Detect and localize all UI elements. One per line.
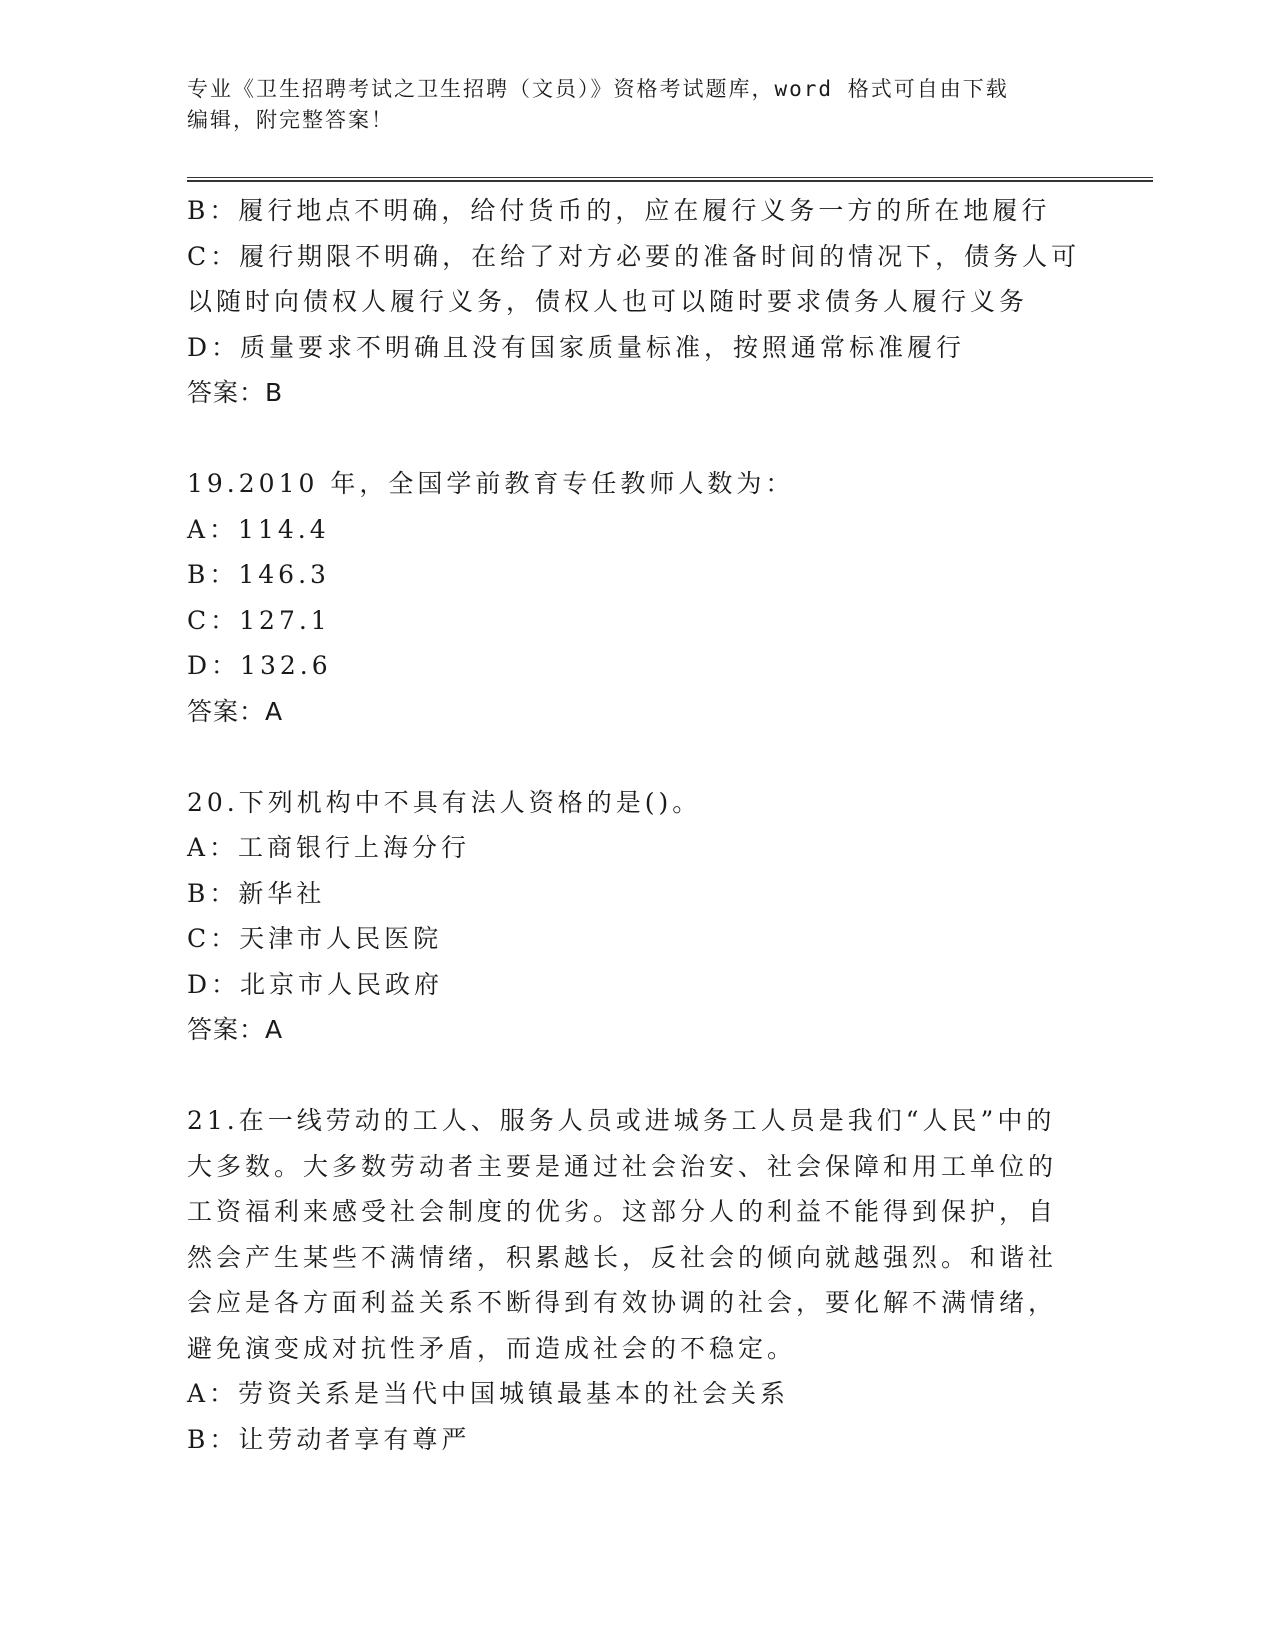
q21-question-line: 然会产生某些不满情绪，积累越长，反社会的倾向就越强烈。和谐社	[187, 1242, 1058, 1272]
q19-option-a: A：114.4	[187, 514, 330, 544]
q20-question: 20.下列机构中不具有法人资格的是()。	[187, 787, 702, 817]
spacer	[187, 416, 1087, 462]
q21-question-line: 工资福利来感受社会制度的优劣。这部分人的利益不能得到保护，自	[187, 1197, 1058, 1226]
q21-question-line: 会应是各方面利益关系不断得到有效协调的社会，要化解不满情绪，	[187, 1288, 1058, 1317]
spacer	[187, 734, 1087, 780]
q18-option-c-line2: 以随时向债权人履行义务，债权人也可以随时要求债务人履行义务	[187, 287, 1029, 316]
q19-option-d: D：132.6	[187, 651, 332, 680]
q18-option-c-line1: C：履行期限不明确，在给了对方必要的准备时间的情况下，债务人可	[187, 241, 1081, 271]
spacer	[187, 1053, 1087, 1099]
q21-option-a: A：劳资关系是当代中国城镇最基本的社会关系	[187, 1379, 790, 1408]
question-content	[187, 188, 1087, 1462]
q21-question-line: 大多数。大多数劳动者主要是通过社会治安、社会保障和用工单位的	[187, 1151, 1058, 1181]
q20-option-a: A：工商银行上海分行	[187, 833, 471, 862]
q21-question-line: 21.在一线劳动的工人、服务人员或进城务工人员是我们“人民”中的	[187, 1106, 1056, 1135]
header-divider	[187, 177, 1153, 182]
q19-option-c: C：127.1	[187, 605, 331, 635]
q18-option-d: D：质量要求不明确且没有国家质量标准，按照通常标准履行	[187, 332, 966, 362]
document-header	[187, 74, 1067, 136]
q21-option-b: B：让劳动者享有尊严	[187, 1424, 471, 1454]
header-line-2: 编辑，附完整答案！	[187, 108, 394, 132]
header-line-1: 专业《卫生招聘考试之卫生招聘（文员）》资格考试题库，word 格式可自由下载	[187, 77, 1009, 101]
q19-question: 19.2010 年，全国学前教育专任教师人数为：	[187, 469, 795, 498]
q20-answer: 答案：A	[187, 1015, 284, 1044]
q19-answer: 答案：A	[187, 696, 284, 726]
q20-option-c: C：天津市人民医院	[187, 924, 443, 953]
q18-option-b: B：履行地点不明确，给付货币的，应在履行义务一方的所在地履行	[187, 196, 1051, 225]
q21-question-line: 避免演变成对抗性矛盾，而造成社会的不稳定。	[187, 1333, 797, 1363]
q20-option-b: B：新华社	[187, 878, 326, 908]
q18-answer: 答案：B	[187, 378, 284, 407]
q20-option-d: D：北京市人民政府	[187, 969, 444, 999]
q19-option-b: B：146.3	[187, 560, 330, 589]
